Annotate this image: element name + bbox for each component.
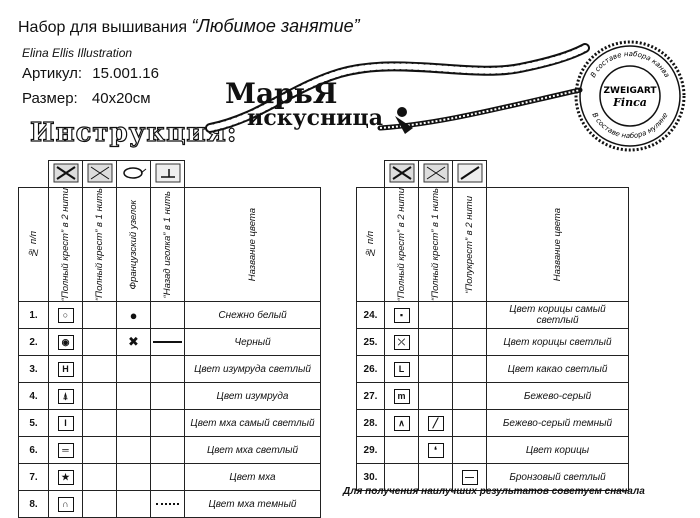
- empty-cell: [83, 491, 117, 518]
- knot-cell: ✖: [117, 329, 151, 356]
- empty-cell: [83, 329, 117, 356]
- right-header-full-1: “Полный крест” в 1 нить: [430, 188, 441, 302]
- left-header-back: “Назад иголка” в 1 нить: [162, 190, 173, 299]
- backstitch-icon: [151, 161, 185, 188]
- table-row: [19, 329, 321, 356]
- knot-cell: [117, 464, 151, 491]
- seal-top-text: В составе набора канва: [589, 49, 671, 79]
- article-value: 15.001.16: [92, 65, 159, 82]
- color-name: Бронзовый светлый: [487, 464, 629, 491]
- half-cross-icon: [453, 161, 487, 188]
- backstitch-cell: [151, 464, 185, 491]
- color-name: Черный: [185, 329, 321, 356]
- half-cross-cell: [453, 302, 487, 329]
- row-number: 29.: [357, 437, 385, 464]
- left-header-num: № п/п: [28, 231, 39, 258]
- knot-cell: [117, 383, 151, 410]
- full-cross-1-icon: [83, 161, 117, 188]
- backstitch-cell: [151, 302, 185, 329]
- row-number: 7.: [19, 464, 49, 491]
- color-name: Цвет корицы светлый: [487, 329, 629, 356]
- color-name: Цвет корицы: [487, 437, 629, 464]
- kit-name: “Любимое занятие”: [191, 16, 360, 36]
- seal-bottom-text: В составе набора мулине: [590, 111, 670, 141]
- size-label: Размер:: [22, 90, 78, 107]
- table-row: [357, 302, 629, 329]
- right-header-full-2: “Полный крест” в 2 нити: [396, 188, 407, 302]
- row-number: 6.: [19, 437, 49, 464]
- half-cross-cell: [453, 329, 487, 356]
- stitch-symbol: ⤫: [394, 335, 410, 350]
- symbol-cell: [385, 302, 419, 329]
- symbol-cell: [385, 383, 419, 410]
- stitch-symbol: I: [58, 416, 74, 431]
- backstitch-cell: [151, 491, 185, 518]
- table-row: [19, 437, 321, 464]
- symbol-cell: [49, 437, 83, 464]
- full-cross-2-icon: [49, 161, 83, 188]
- empty-cell: [83, 302, 117, 329]
- kit-title-label: Набор для вышивания: [18, 19, 188, 36]
- empty-cell: [83, 383, 117, 410]
- zweigart-seal-icon: [574, 40, 686, 152]
- one-thread-cell: [419, 356, 453, 383]
- left-header-full-2: “Полный крест” в 2 нити: [60, 188, 71, 302]
- stitch-symbol: L: [394, 362, 410, 377]
- color-name: Цвет мха светлый: [185, 437, 321, 464]
- brand-logo: [225, 77, 384, 131]
- row-number: 1.: [19, 302, 49, 329]
- right-header-num: № п/п: [365, 231, 376, 258]
- row-number: 30.: [357, 464, 385, 491]
- seal-center-bottom: Finca: [613, 96, 647, 109]
- one-thread-symbol: ╱: [428, 416, 444, 431]
- half-cross-cell: [453, 410, 487, 437]
- table-row: [357, 410, 629, 437]
- half-cross-cell: [453, 437, 487, 464]
- color-name: Цвет корицы самый светлый: [487, 302, 629, 329]
- stitch-symbol: ○: [58, 308, 74, 323]
- left-header-color: Название цвета: [247, 207, 258, 282]
- right-header-color: Название цвета: [552, 207, 563, 282]
- illustrator-credit: Elina Ellis Illustration: [22, 46, 133, 60]
- table-row: [19, 302, 321, 329]
- article-label: Артикул:: [22, 65, 83, 82]
- left-header-knot: Французский узелок: [128, 199, 139, 290]
- stitch-symbol: m: [394, 389, 410, 404]
- footer-note: Для получения наилучших результатов советуем сначала: [343, 486, 645, 497]
- row-number: 2.: [19, 329, 49, 356]
- row-number: 26.: [357, 356, 385, 383]
- one-thread-cell: [419, 410, 453, 437]
- brand-line-1: МарьЯ: [225, 77, 338, 110]
- stitch-symbol: ═: [58, 443, 74, 458]
- symbol-cell: [385, 356, 419, 383]
- row-number: 3.: [19, 356, 49, 383]
- knot-cell: ●: [117, 302, 151, 329]
- symbol-cell: [49, 329, 83, 356]
- color-name: Цвет мха: [185, 464, 321, 491]
- table-row: [357, 437, 629, 464]
- stitch-symbol: ∩: [58, 497, 74, 512]
- color-name: Цвет какао светлый: [487, 356, 629, 383]
- empty-cell: [83, 437, 117, 464]
- row-number: 5.: [19, 410, 49, 437]
- symbol-cell: [49, 410, 83, 437]
- empty-cell: [83, 464, 117, 491]
- stitch-symbol: ◉: [58, 335, 74, 350]
- knot-cell: [117, 437, 151, 464]
- stitch-symbol: ⍋: [58, 389, 74, 404]
- symbol-cell: [385, 329, 419, 356]
- stitch-symbol: ∧: [394, 416, 410, 431]
- table-row: [357, 329, 629, 356]
- half-cross-cell: [453, 383, 487, 410]
- symbol-cell: [49, 356, 83, 383]
- brand-line-2: искусница: [247, 105, 384, 131]
- color-name: Цвет изумруда: [185, 383, 321, 410]
- table-row: [357, 356, 629, 383]
- stitch-symbol: ▪: [394, 308, 410, 323]
- table-row: [19, 410, 321, 437]
- right-symbol-table: [356, 160, 629, 491]
- one-thread-cell: [419, 437, 453, 464]
- row-number: 24.: [357, 302, 385, 329]
- table-row: [357, 383, 629, 410]
- table-row: [19, 356, 321, 383]
- symbol-cell: [385, 410, 419, 437]
- row-number: 25.: [357, 329, 385, 356]
- table-row: [19, 464, 321, 491]
- color-name: Цвет мха темный: [185, 491, 321, 518]
- stitch-symbol: ★: [58, 470, 74, 485]
- row-number: 4.: [19, 383, 49, 410]
- row-number: 8.: [19, 491, 49, 518]
- symbol-cell: [49, 383, 83, 410]
- instructions-title: Инструкция:: [30, 118, 238, 148]
- backstitch-cell: [151, 410, 185, 437]
- one-thread-cell: [419, 302, 453, 329]
- color-name: Бежево-серый: [487, 383, 629, 410]
- one-thread-symbol: ❛: [428, 443, 444, 458]
- empty-cell: [83, 410, 117, 437]
- french-knot-icon: [117, 161, 151, 188]
- size-line: [22, 90, 151, 107]
- backstitch-cell: [151, 383, 185, 410]
- symbol-cell: [49, 464, 83, 491]
- half-cross-symbol: —: [462, 470, 478, 485]
- color-name: Цвет изумруда светлый: [185, 356, 321, 383]
- backstitch-cell: [151, 329, 185, 356]
- color-name: Снежно белый: [185, 302, 321, 329]
- right-full-cross-1-icon: [419, 161, 453, 188]
- right-header-half: “Полукрест” в 2 нити: [464, 195, 475, 294]
- row-number: 27.: [357, 383, 385, 410]
- left-header-full-1: “Полный крест” в 1 нить: [94, 188, 105, 302]
- color-name: Бежево-серый темный: [487, 410, 629, 437]
- backstitch-cell: [151, 437, 185, 464]
- seal-center-top: ZWEIGART: [603, 86, 657, 96]
- knot-cell: [117, 491, 151, 518]
- empty-cell: [83, 356, 117, 383]
- backstitch-cell: [151, 356, 185, 383]
- right-full-cross-2-icon: [385, 161, 419, 188]
- one-thread-cell: [419, 383, 453, 410]
- symbol-cell: [49, 491, 83, 518]
- table-row: [19, 491, 321, 518]
- symbol-cell: [385, 437, 419, 464]
- knot-cell: [117, 356, 151, 383]
- article-line: [22, 65, 159, 82]
- half-cross-cell: [453, 356, 487, 383]
- stitch-symbol: H: [58, 362, 74, 377]
- backstitch-line-icon: [153, 341, 182, 343]
- size-value: 40x20см: [91, 90, 151, 107]
- color-name: Цвет мха самый светлый: [185, 410, 321, 437]
- knot-cell: [117, 410, 151, 437]
- row-number: 28.: [357, 410, 385, 437]
- one-thread-cell: [419, 329, 453, 356]
- table-row: [19, 383, 321, 410]
- left-symbol-table: [18, 160, 321, 518]
- symbol-cell: [49, 302, 83, 329]
